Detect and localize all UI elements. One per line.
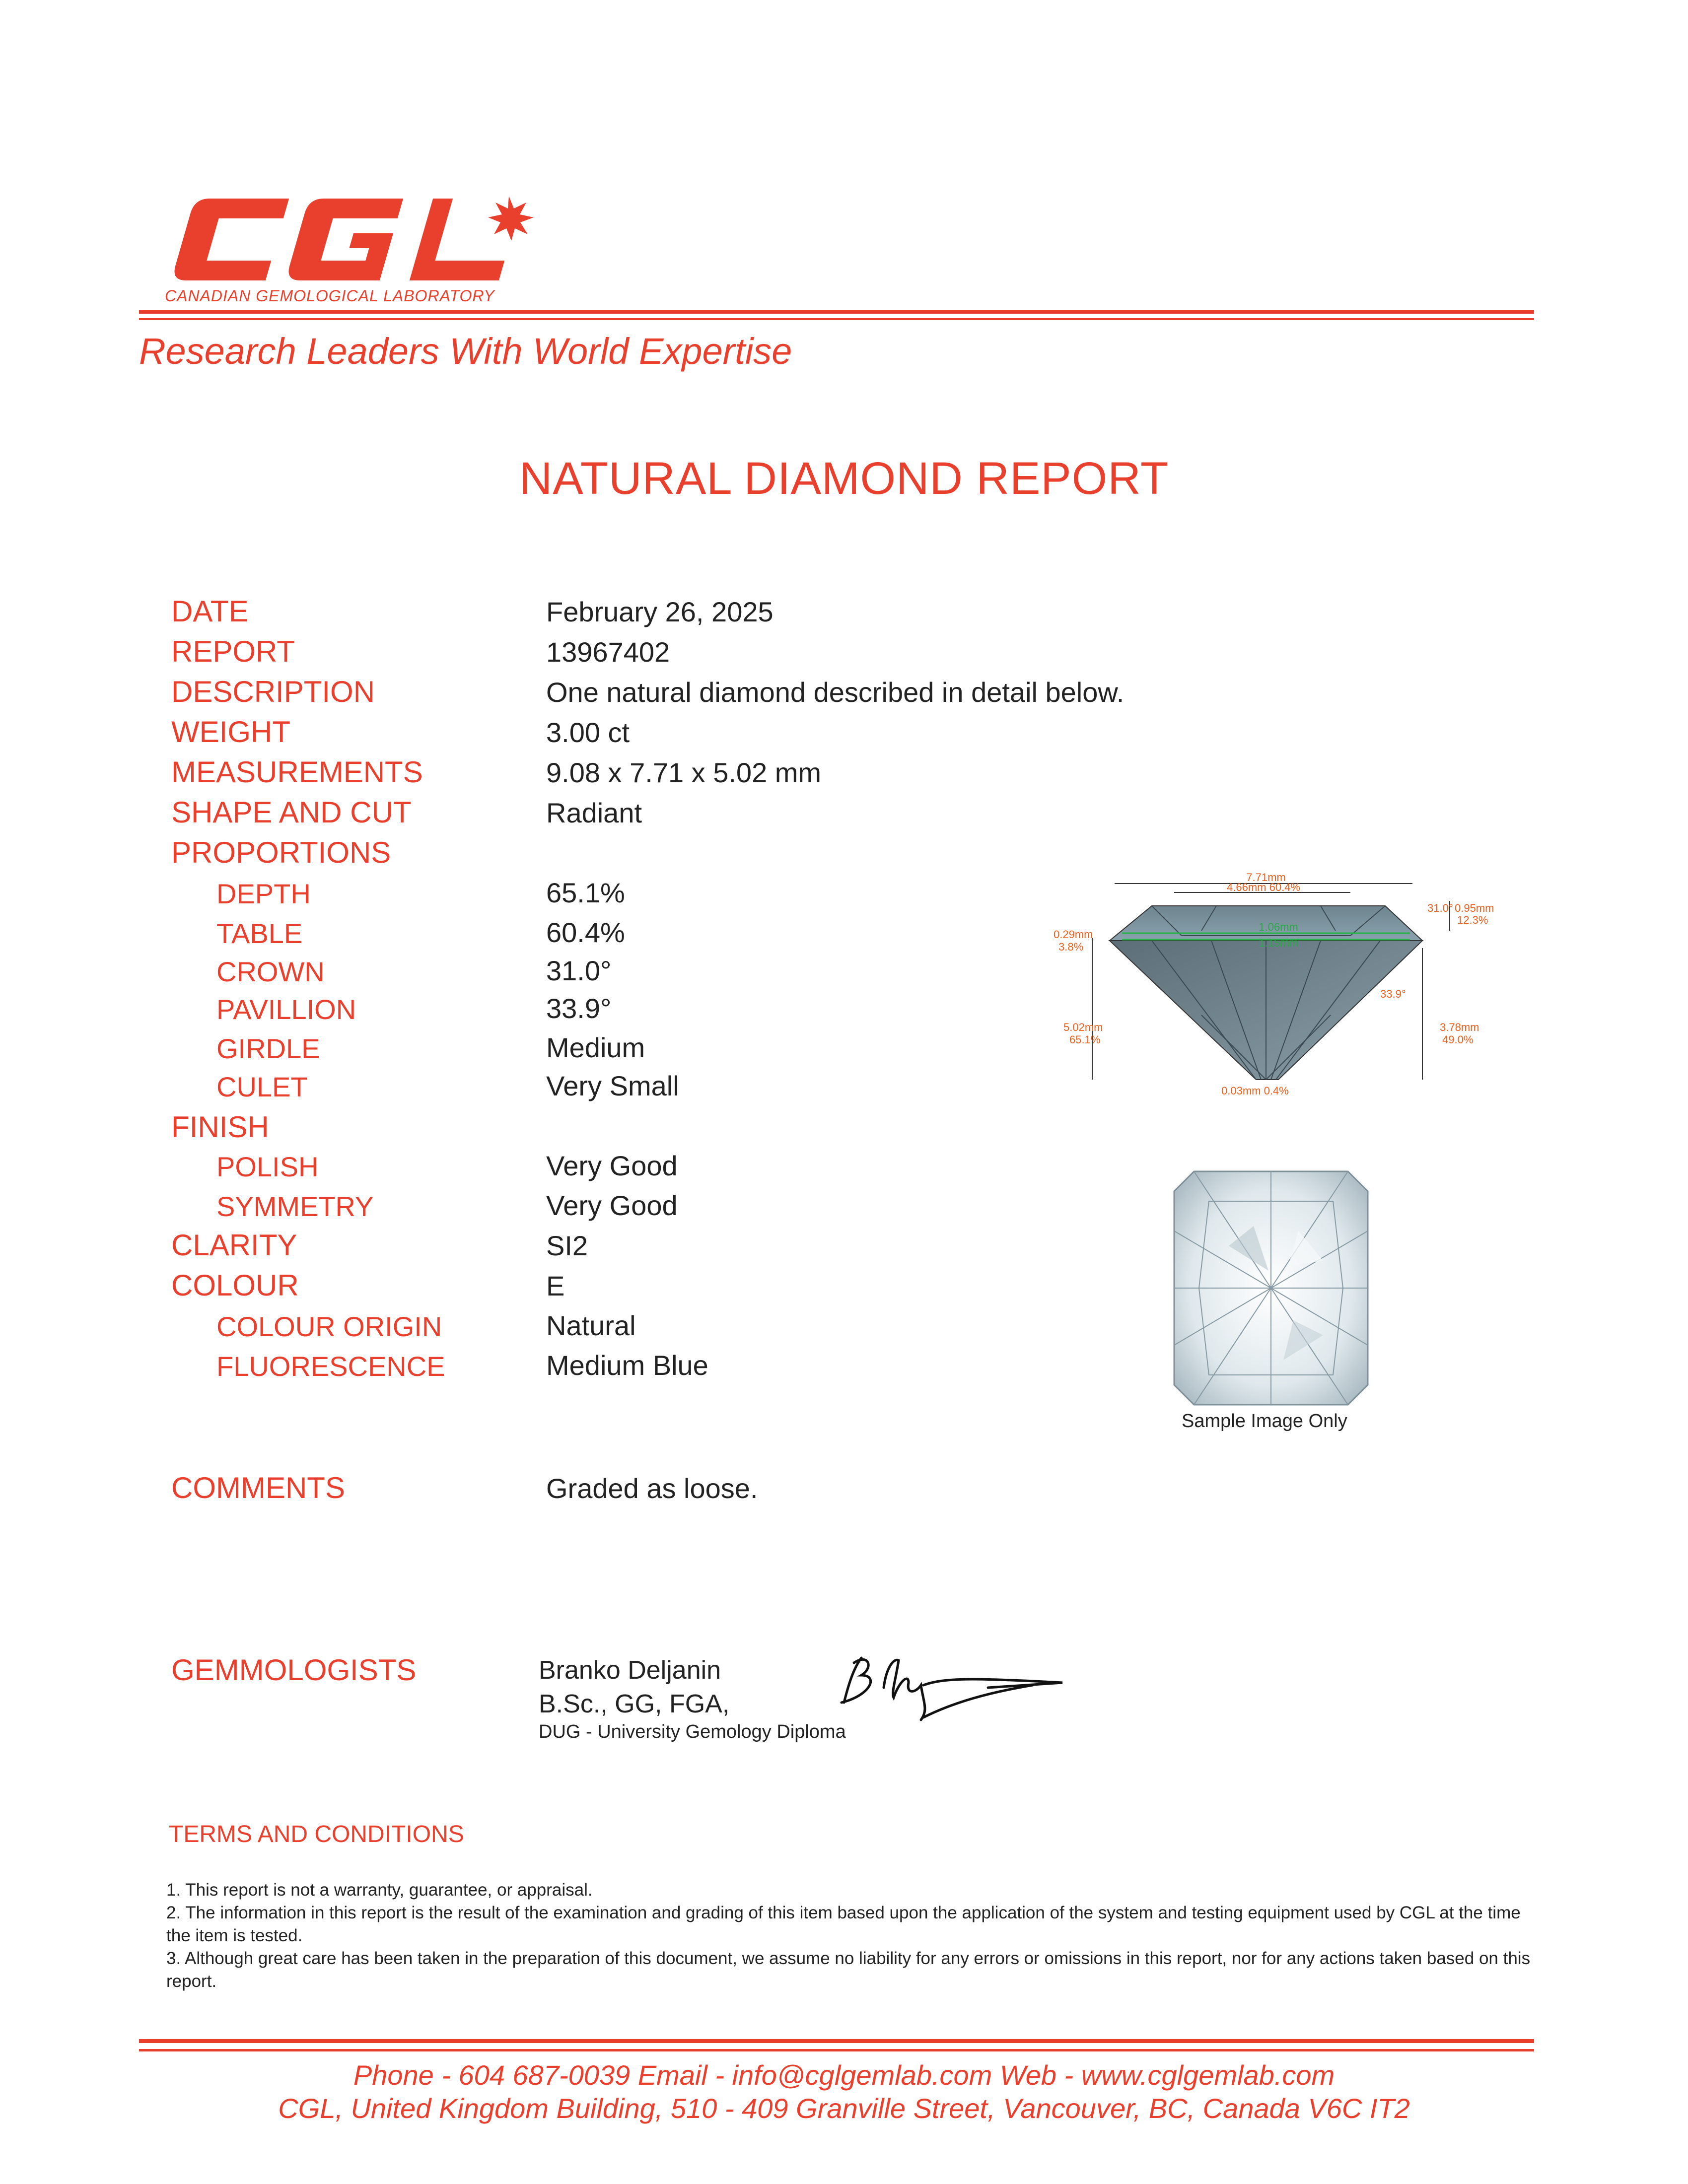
depth-value: 65.1% <box>546 877 625 908</box>
weight-label: WEIGHT <box>171 715 290 749</box>
cgl-logo <box>166 194 544 288</box>
pavillion-label: PAVILLION <box>216 994 356 1025</box>
terms-item-1: 1. This report is not a warranty, guarantee, or appraisal. <box>166 1880 593 1900</box>
terms-item-2: 2. The information in this report is the result of the examination and grading of this item based upon the application of the system and testing equipment used by CGL at the time the item is tested. <box>166 1903 1521 1945</box>
tagline: Research Leaders With World Expertise <box>139 331 792 372</box>
report-value: 13967402 <box>546 636 670 668</box>
polish-label: POLISH <box>216 1151 319 1182</box>
depth-label: DEPTH <box>216 878 311 909</box>
measurements-label: MEASUREMENTS <box>171 755 423 789</box>
gemmologists-label: GEMMOLOGISTS <box>171 1653 417 1687</box>
terms-heading: TERMS AND CONDITIONS <box>169 1821 464 1847</box>
colour-label: COLOUR <box>171 1269 299 1302</box>
culet-label: CULET <box>216 1071 308 1102</box>
colour-origin-value: Natural <box>546 1310 636 1341</box>
terms-item-3: 3. Although great care has been taken in the preparation of this document, we assume no liability for any errors or omissions in this report, nor for any actions taken based on this report. <box>166 1949 1531 1991</box>
proportions-label: PROPORTIONS <box>171 836 391 869</box>
header-rule-bottom <box>139 318 1534 320</box>
pavilion-angle-label: 33.9° <box>1380 988 1406 1000</box>
crown-angle-label: 31.0° <box>1427 902 1453 914</box>
pavillion-value: 33.9° <box>546 993 612 1024</box>
culet-value: Very Small <box>546 1070 679 1101</box>
footer-rule-top <box>139 2039 1534 2043</box>
terms-list <box>166 1879 1537 1993</box>
measurements-value: 9.08 x 7.71 x 5.02 mm <box>546 757 822 788</box>
date-label: DATE <box>171 595 249 628</box>
table-label: TABLE <box>216 918 303 949</box>
cgl-logo-mark <box>166 194 544 285</box>
gemmologist-credentials: B.Sc., GG, FGA, <box>539 1690 730 1718</box>
fluorescence-label: FLUORESCENCE <box>216 1351 445 1382</box>
footer-contact: Phone - 604 687-0039 Email - info@cglgemlab.com Web - www.cglgemlab.com <box>353 2059 1335 2091</box>
description-value: One natural diamond described in detail below. <box>546 677 1125 708</box>
diamond-sample-image <box>1174 1171 1368 1405</box>
gemmologist-name: Branko Deljanin <box>539 1656 721 1685</box>
girdle-pct: 3.8% <box>1058 941 1084 953</box>
table-dim-label: 4.66mm 60.4% <box>1227 881 1300 893</box>
clarity-label: CLARITY <box>171 1228 297 1262</box>
pavilion-pct: 49.0% <box>1442 1033 1474 1046</box>
symmetry-label: SYMMETRY <box>216 1191 374 1222</box>
green-label-1: 1.06mm <box>1259 921 1298 933</box>
header-rule-top <box>139 310 1534 314</box>
clarity-value: SI2 <box>546 1230 588 1261</box>
comments-value: Graded as loose. <box>546 1473 758 1504</box>
report-title: NATURAL DIAMOND REPORT <box>519 453 1169 504</box>
footer-address: CGL, United Kingdom Building, 510 - 409 Granville Street, Vancouver, BC, Canada V6C IT2 <box>278 2093 1410 2124</box>
signature <box>824 1648 1067 1737</box>
lab-name: CANADIAN GEMOLOGICAL LABORATORY <box>165 287 495 305</box>
crown-label: CROWN <box>216 956 325 987</box>
shape-value: Radiant <box>546 797 642 828</box>
width-label: 7.71mm <box>1246 871 1286 884</box>
girdle-value: Medium <box>546 1032 645 1063</box>
depth-pct: 65.1% <box>1069 1033 1101 1046</box>
shape-label: SHAPE AND CUT <box>171 796 412 829</box>
footer-rule-bottom <box>139 2049 1534 2051</box>
comments-label: COMMENTS <box>171 1471 345 1504</box>
culet-dim-label: 0.03mm 0.4% <box>1221 1085 1289 1097</box>
date-value: February 26, 2025 <box>546 596 774 627</box>
crown-height-mm: 0.95mm <box>1455 902 1494 914</box>
finish-label: FINISH <box>171 1110 269 1144</box>
green-label-2: 1.15mm <box>1259 937 1298 949</box>
report-label: REPORT <box>171 635 295 668</box>
girdle-label: GIRDLE <box>216 1033 320 1064</box>
pavilion-mm: 3.78mm <box>1440 1021 1479 1033</box>
crown-value: 31.0° <box>546 955 612 986</box>
weight-value: 3.00 ct <box>546 717 630 748</box>
proportion-diagram <box>1053 871 1494 1099</box>
colour-value: E <box>546 1270 565 1301</box>
table-value: 60.4% <box>546 917 625 948</box>
girdle-mm: 0.29mm <box>1054 928 1093 941</box>
crown-height-pct: 12.3% <box>1457 914 1488 926</box>
colour-origin-label: COLOUR ORIGIN <box>216 1311 442 1342</box>
depth-mm: 5.02mm <box>1063 1021 1103 1033</box>
fluorescence-value: Medium Blue <box>546 1350 708 1381</box>
gemmologist-diploma: DUG - University Gemology Diploma <box>539 1721 846 1742</box>
symmetry-value: Very Good <box>546 1190 678 1221</box>
sample-caption: Sample Image Only <box>1182 1411 1347 1432</box>
polish-value: Very Good <box>546 1150 678 1181</box>
description-label: DESCRIPTION <box>171 675 375 708</box>
